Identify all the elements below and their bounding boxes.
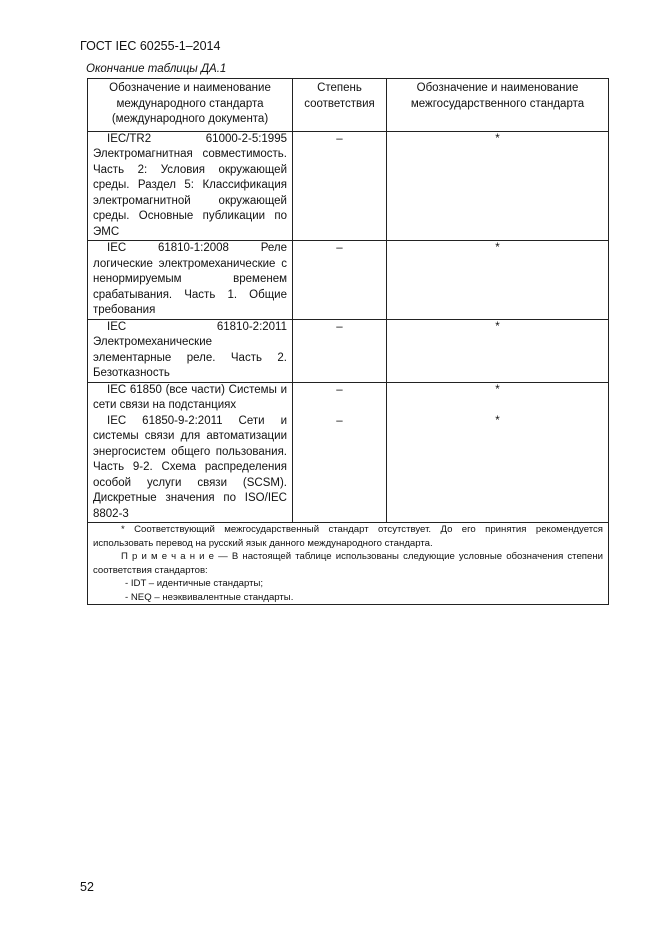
interstate-standard-cell: *	[387, 382, 609, 414]
international-standard-cell: IEC 61810-2:2011 Электромеханические элементарные реле. Часть 2. Безотказность	[88, 319, 293, 382]
international-standard-cell: IEC 61810-1:2008 Реле логические электромеханические с ненормируемым временем срабатывания. Часть 1. Общие требования	[88, 241, 293, 320]
international-standard-cell: IEC 61850-9-2:2011 Сети и системы связи для автоматизации энергосистем общего пользования. Часть 9-2. Схема распределения особой услуги связи (SCSM). Дискретные значения по ISO/IEC 8802-3	[88, 414, 293, 523]
table-row	[88, 131, 609, 241]
column-header-interstate: Обозначение и наименование межгосударственного стандарта	[387, 79, 609, 132]
table-row	[88, 319, 609, 382]
degree-cell: –	[293, 319, 387, 382]
degree-cell: –	[293, 241, 387, 320]
correspondence-table	[87, 78, 609, 605]
table-notes-row	[88, 523, 609, 605]
table-notes	[88, 523, 609, 605]
remark-text: — В настоящей таблице использованы следующие условные обозначения степени соответствия стандартов:	[93, 551, 603, 576]
column-header-degree: Степень соответствия	[293, 79, 387, 132]
column-header-international: Обозначение и наименование международного стандарта (международного документа)	[88, 79, 293, 132]
document-code: ГОСТ IEC 60255-1–2014	[80, 39, 221, 53]
international-standard-cell: IEC/TR2 61000-2-5:1995 Электромагнитная совместимость. Часть 2: Условия окружающей среды. Раздел 5: Классификация электромагнитной окружающей среды. Основные публикации по ЭМС	[88, 131, 293, 241]
interstate-standard-cell: *	[387, 414, 609, 523]
table-row	[88, 241, 609, 320]
table-caption: Окончание таблицы ДА.1	[86, 63, 227, 75]
international-standard-cell: IEC 61850 (все части) Системы и сети связи на подстанциях	[88, 382, 293, 414]
interstate-standard-cell: *	[387, 319, 609, 382]
degree-cell: –	[293, 414, 387, 523]
remark-label: П р и м е ч а н и е	[121, 551, 215, 562]
table-header-row	[88, 79, 609, 132]
degree-cell: –	[293, 382, 387, 414]
remark	[93, 550, 603, 577]
table-row	[88, 414, 609, 523]
degree-cell: –	[293, 131, 387, 241]
table-row	[88, 382, 609, 414]
legend-idt: - IDT – идентичные стандарты;	[125, 578, 264, 589]
footnote: * Соответствующий межгосударственный стандарт отсутствует. До его принятия рекомендуется использовать перевод на русский язык данного международного стандарта.	[93, 524, 603, 549]
interstate-standard-cell: *	[387, 131, 609, 241]
page-number: 52	[80, 880, 94, 894]
legend-neq: - NEQ – неэквивалентные стандарты.	[125, 591, 294, 603]
interstate-standard-cell: *	[387, 241, 609, 320]
